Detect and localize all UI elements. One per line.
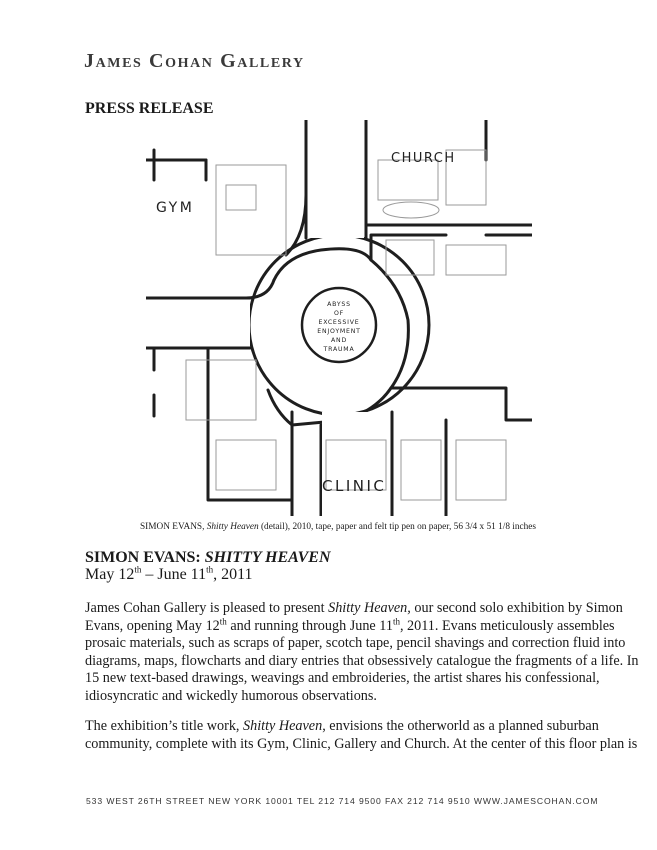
text-line: idiosyncratic and wickedly humorous observations. xyxy=(85,687,377,704)
text-segment: our second solo exhibition by Simon xyxy=(410,600,623,616)
exhibition-dates xyxy=(85,565,253,585)
footer-address: 533 WEST 26TH STREET NEW YORK 10001 TEL 212 714 9500 FAX 212 714 9510 WWW.JAMESCOHAN.COM xyxy=(86,796,599,806)
dates-end-suffix: th xyxy=(206,564,214,575)
center-label-line: EXCESSIVE xyxy=(318,319,360,326)
ordinal-suffix: th xyxy=(219,615,227,626)
body-paragraph-1 xyxy=(85,600,639,705)
center-label-line: ABYSS xyxy=(327,301,351,308)
church-label: CHURCH xyxy=(391,151,456,166)
text-segment: , 2011. Evans meticulously assembles xyxy=(399,617,615,634)
text-line: community, complete with its Gym, Clinic, Gallery and Church. At the center of this floor plan is xyxy=(85,735,638,752)
text-segment: and running through June 11 xyxy=(226,617,393,634)
center-label-line: OF xyxy=(333,310,345,317)
dates-start: May 12 xyxy=(85,566,135,583)
gallery-name: James Cohan Gallery xyxy=(84,50,305,72)
text-line: 15 new text-based drawings, weavings and embroideries, the artist shares his confessional, xyxy=(85,670,600,686)
caption-title: Shitty Heaven xyxy=(206,522,259,532)
center-label-line: TRAUMA xyxy=(323,346,355,353)
dates-year: , 2011 xyxy=(213,566,253,583)
center-label-line: AND xyxy=(330,337,348,344)
artwork-caption xyxy=(140,521,560,533)
text-line xyxy=(85,718,599,736)
center-label-line: ENJOYMENT xyxy=(317,328,361,335)
text-line xyxy=(85,615,615,636)
dates-end: – June 11 xyxy=(141,566,207,583)
caption-artist: SIMON EVANS, xyxy=(140,522,207,532)
clinic-label: CLINIC xyxy=(322,477,387,495)
text-line: diagrams, maps, flowcharts and diary entries that obsessively catalogue the fragments of a life. In xyxy=(85,652,639,669)
italic-title: Shitty Heaven xyxy=(243,718,323,734)
text-line xyxy=(85,600,623,618)
press-release-heading: PRESS RELEASE xyxy=(85,100,214,117)
text-segment: , envisions the otherworld as a planned suburban xyxy=(322,718,599,734)
italic-title: Shitty Heaven, xyxy=(328,600,411,616)
text-segment: The exhibition’s title work, xyxy=(85,718,244,734)
text-segment: James Cohan Gallery is pleased to present xyxy=(85,600,329,616)
ordinal-suffix: th xyxy=(392,615,400,626)
caption-details: (detail), 2010, tape, paper and felt tip pen on paper, 56 3/4 x 51 1/8 inches xyxy=(258,522,537,532)
body-paragraph-2 xyxy=(85,718,638,753)
text-segment: Evans, opening May 12 xyxy=(85,617,220,634)
gym-label: GYM xyxy=(156,200,195,216)
artwork-image xyxy=(146,120,532,516)
exhibition-artist: SIMON EVANS: xyxy=(85,549,205,566)
exhibition-name: SHITTY HEAVEN xyxy=(204,549,331,566)
text-line: prosaic materials, such as scraps of paper, scotch tape, pencil shavings and correction fluid into xyxy=(85,635,626,651)
dates-start-suffix: th xyxy=(134,564,142,575)
